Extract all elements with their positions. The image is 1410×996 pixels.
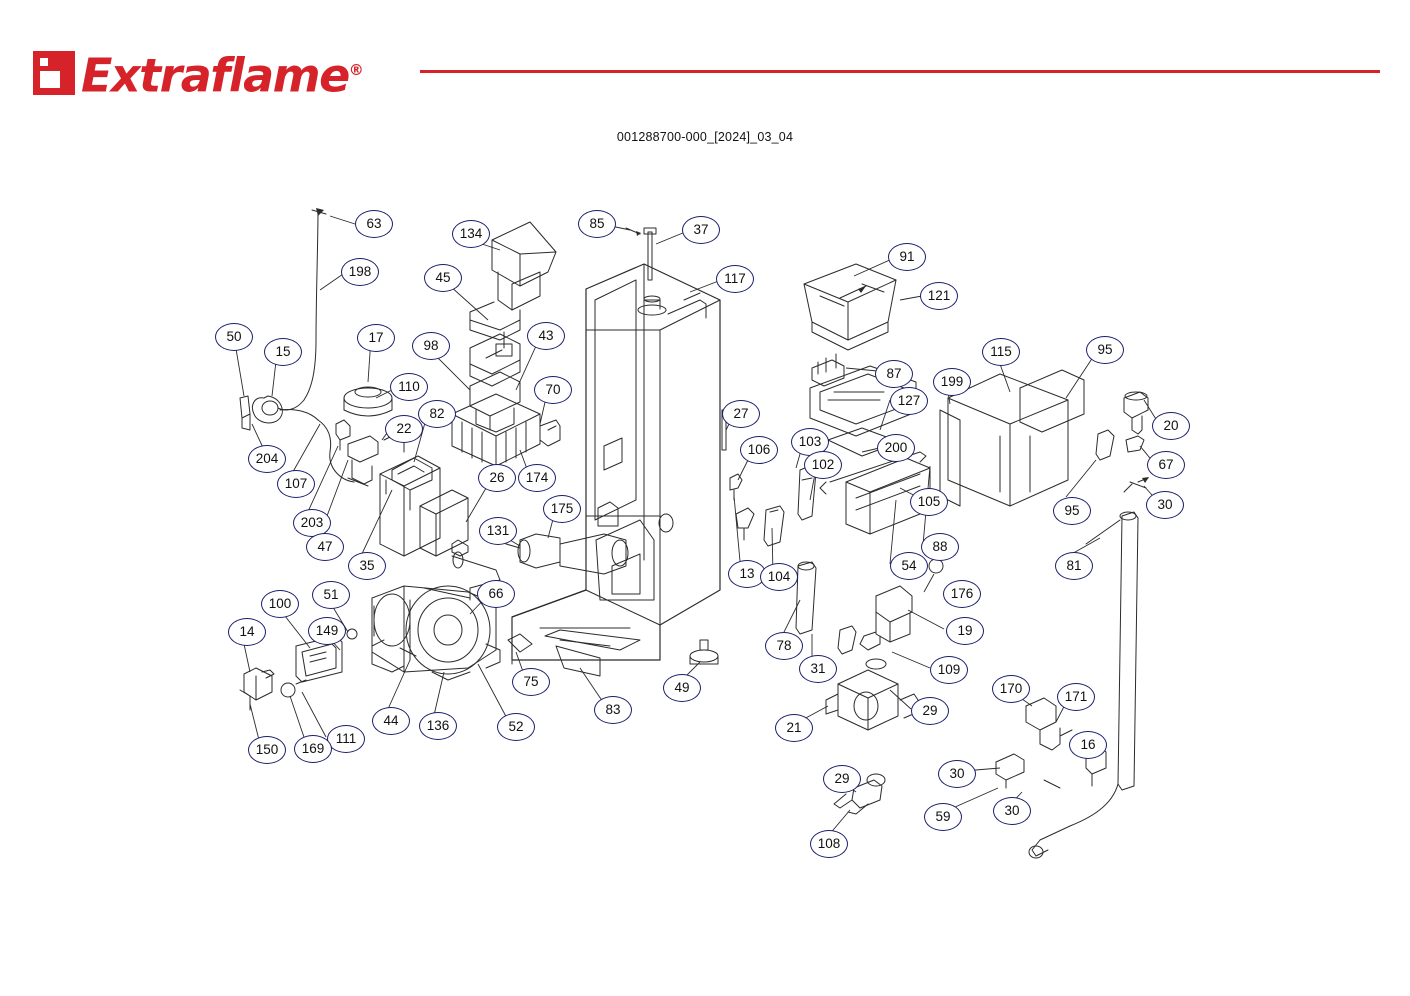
callout-balloon-31[interactable]: 31 [799, 655, 837, 683]
callout-balloon-75[interactable]: 75 [512, 668, 550, 696]
callout-balloon-27[interactable]: 27 [722, 400, 760, 428]
callout-balloon-150[interactable]: 150 [248, 736, 286, 764]
callout-balloon-88[interactable]: 88 [921, 533, 959, 561]
callout-balloon-30[interactable]: 30 [938, 760, 976, 788]
callout-balloon-15[interactable]: 15 [264, 338, 302, 366]
callout-balloon-200[interactable]: 200 [877, 434, 915, 462]
callout-balloon-35[interactable]: 35 [348, 552, 386, 580]
callout-balloon-107[interactable]: 107 [277, 470, 315, 498]
callout-balloon-95[interactable]: 95 [1086, 336, 1124, 364]
callout-balloon-91[interactable]: 91 [888, 243, 926, 271]
brand-name-text: Extraflame [81, 48, 349, 103]
callout-balloon-104[interactable]: 104 [760, 563, 798, 591]
callout-balloon-109[interactable]: 109 [930, 656, 968, 684]
callout-balloon-82[interactable]: 82 [418, 400, 456, 428]
callout-balloon-43[interactable]: 43 [527, 322, 565, 350]
callout-balloon-45[interactable]: 45 [424, 264, 462, 292]
callout-balloon-44[interactable]: 44 [372, 707, 410, 735]
callout-balloon-47[interactable]: 47 [306, 533, 344, 561]
callout-balloon-17[interactable]: 17 [357, 324, 395, 352]
callout-balloon-149[interactable]: 149 [308, 617, 346, 645]
callout-balloon-170[interactable]: 170 [992, 675, 1030, 703]
callout-balloon-51[interactable]: 51 [312, 581, 350, 609]
callout-balloon-134[interactable]: 134 [452, 220, 490, 248]
callout-balloon-54[interactable]: 54 [890, 552, 928, 580]
callout-balloon-98[interactable]: 98 [412, 332, 450, 360]
callout-balloon-63[interactable]: 63 [355, 210, 393, 238]
callout-balloon-20[interactable]: 20 [1152, 412, 1190, 440]
callout-balloon-16[interactable]: 16 [1069, 731, 1107, 759]
callout-balloon-30[interactable]: 30 [1146, 491, 1184, 519]
callout-balloon-66[interactable]: 66 [477, 580, 515, 608]
callout-balloon-175[interactable]: 175 [543, 495, 581, 523]
callout-balloon-131[interactable]: 131 [479, 517, 517, 545]
callout-balloon-67[interactable]: 67 [1147, 451, 1185, 479]
callout-balloon-50[interactable]: 50 [215, 323, 253, 351]
callout-balloon-85[interactable]: 85 [578, 210, 616, 238]
callout-balloon-19[interactable]: 19 [946, 617, 984, 645]
registered-mark: ® [348, 61, 363, 79]
callout-balloon-13[interactable]: 13 [728, 560, 766, 588]
callout-balloon-83[interactable]: 83 [594, 696, 632, 724]
callout-balloon-111[interactable]: 111 [327, 725, 365, 753]
callout-balloon-49[interactable]: 49 [663, 674, 701, 702]
callout-balloon-169[interactable]: 169 [294, 735, 332, 763]
callout-balloon-171[interactable]: 171 [1057, 683, 1095, 711]
callout-balloon-103[interactable]: 103 [791, 428, 829, 456]
callout-balloon-14[interactable]: 14 [228, 618, 266, 646]
document-code: 001288700-000_[2024]_03_04 [616, 130, 794, 144]
callout-balloon-110[interactable]: 110 [390, 373, 428, 401]
callout-balloon-204[interactable]: 204 [248, 445, 286, 473]
callout-balloon-105[interactable]: 105 [910, 488, 948, 516]
callout-balloon-81[interactable]: 81 [1055, 552, 1093, 580]
callout-balloon-87[interactable]: 87 [875, 360, 913, 388]
callout-balloon-108[interactable]: 108 [810, 830, 848, 858]
callout-balloon-78[interactable]: 78 [765, 632, 803, 660]
callout-balloon-30[interactable]: 30 [993, 797, 1031, 825]
callout-balloon-29[interactable]: 29 [823, 765, 861, 793]
callout-balloon-106[interactable]: 106 [740, 436, 778, 464]
callout-balloon-100[interactable]: 100 [261, 590, 299, 618]
callout-balloon-127[interactable]: 127 [890, 387, 928, 415]
callout-balloon-117[interactable]: 117 [716, 265, 754, 293]
callout-balloon-115[interactable]: 115 [982, 338, 1020, 366]
callout-balloon-121[interactable]: 121 [920, 282, 958, 310]
callout-balloon-22[interactable]: 22 [385, 415, 423, 443]
callout-balloon-21[interactable]: 21 [775, 714, 813, 742]
callout-balloon-95[interactable]: 95 [1053, 497, 1091, 525]
callout-balloon-52[interactable]: 52 [497, 713, 535, 741]
callout-balloon-198[interactable]: 198 [341, 258, 379, 286]
callout-balloon-203[interactable]: 203 [293, 509, 331, 537]
callout-balloon-29[interactable]: 29 [911, 697, 949, 725]
callout-balloon-102[interactable]: 102 [804, 451, 842, 479]
callout-balloon-174[interactable]: 174 [518, 464, 556, 492]
callout-balloon-70[interactable]: 70 [534, 376, 572, 404]
callout-balloon-176[interactable]: 176 [943, 580, 981, 608]
callout-balloon-59[interactable]: 59 [924, 803, 962, 831]
callout-balloon-26[interactable]: 26 [478, 464, 516, 492]
callout-balloon-136[interactable]: 136 [419, 712, 457, 740]
callout-balloon-199[interactable]: 199 [933, 368, 971, 396]
callout-balloon-37[interactable]: 37 [682, 216, 720, 244]
